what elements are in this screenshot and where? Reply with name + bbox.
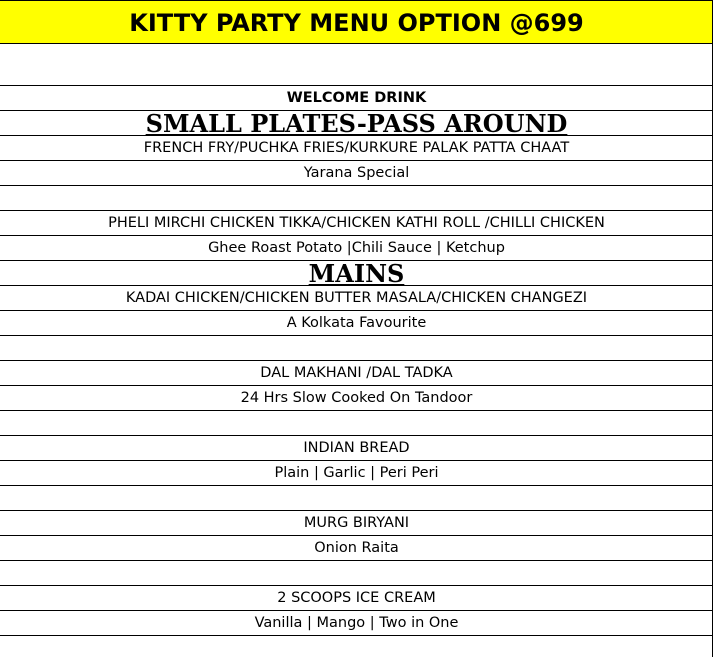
menu-note-mains-4: Onion Raita (0, 536, 713, 561)
menu-item-mains-2: DAL MAKHANI /DAL TADKA (0, 361, 713, 386)
blank-row (0, 186, 713, 211)
menu-item-mains-3: INDIAN BREAD (0, 436, 713, 461)
menu-note-mains-5: Vanilla | Mango | Two in One (0, 611, 713, 636)
menu-note-mains-3: Plain | Garlic | Peri Peri (0, 461, 713, 486)
welcome-drink: WELCOME DRINK (0, 86, 713, 111)
menu-note-small-plates-1: Yarana Special (0, 161, 713, 186)
section-heading-mains: MAINS (0, 261, 713, 286)
menu-item-mains-5: 2 SCOOPS ICE CREAM (0, 586, 713, 611)
blank-row (0, 336, 713, 361)
menu-item-mains-1: KADAI CHICKEN/CHICKEN BUTTER MASALA/CHICKEN CHANGEZI (0, 286, 713, 311)
section-heading-small-plates: SMALL PLATES-PASS AROUND (0, 111, 713, 136)
blank-row (0, 561, 713, 586)
blank-row (0, 486, 713, 511)
menu-note-mains-1: A Kolkata Favourite (0, 311, 713, 336)
menu-note-small-plates-2: Ghee Roast Potato |Chili Sauce | Ketchup (0, 236, 713, 261)
menu-title: KITTY PARTY MENU OPTION @699 (0, 0, 713, 44)
blank-row (0, 44, 713, 86)
menu-item-small-plates-2: PHELI MIRCHI CHICKEN TIKKA/CHICKEN KATHI ROLL /CHILLI CHICKEN (0, 211, 713, 236)
menu-item-mains-4: MURG BIRYANI (0, 511, 713, 536)
menu-item-small-plates-1: FRENCH FRY/PUCHKA FRIES/KURKURE PALAK PATTA CHAAT (0, 136, 713, 161)
menu-note-mains-2: 24 Hrs Slow Cooked On Tandoor (0, 386, 713, 411)
blank-row (0, 411, 713, 436)
